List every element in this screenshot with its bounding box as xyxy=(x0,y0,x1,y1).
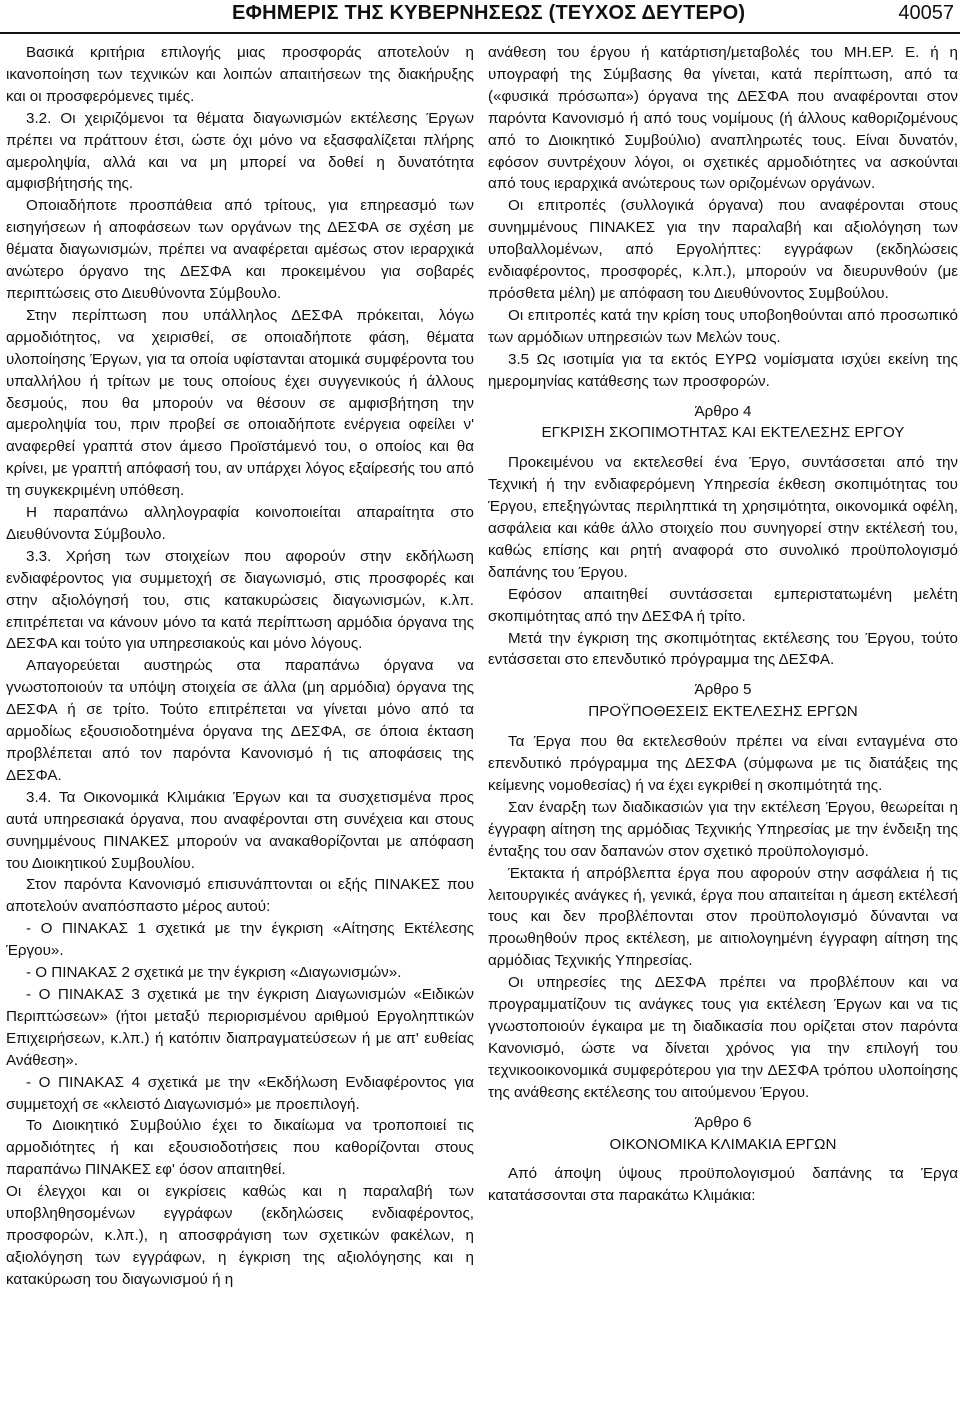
header-rule xyxy=(0,32,960,34)
paragraph: 3.2. Οι χειριζόμενοι τα θέματα διαγωνισμών εκτέλεσης Έργων πρέπει να πράττουν έτσι, ώστε όχι μόνο να εξασφαλίζεται πλήρης αμεροληψία, αλλά και να μη μπορεί να δοθεί η δυνατότητα αμφισβήτησής της. xyxy=(6,109,474,193)
paragraph: Οι επιτροπές κατά την κρίση τους υποβοηθούνται από προσωπικό των αρμόδιων υπηρεσιών των Μελών τους. xyxy=(488,306,958,346)
paragraph: Οποιαδήποτε προσπάθεια από τρίτους, για επηρεασμό των εισηγήσεων ή αποφάσεων των οργάνων της ΔΕΣΦΑ σε σχέση με θέματα διαγωνισμών, πρέπει να αναφέρεται αμέσως στον ιεραρχικά ανώτερο όργανο της ΔΕΣΦΑ και προκειμένου για σοβαρές περιπτώσεις στο Διευθύνοντα Σύμβουλο. xyxy=(6,197,474,302)
paragraph: Από άποψη ύψους προϋπολογισμού δαπάνης τα Έργα κατατάσσονται στα παρακάτω Κλιμάκια: xyxy=(488,1165,958,1205)
paragraph: Η παραπάνω αλληλογραφία κοινοποιείται απαραίτητα στο Διευθύνοντα Σύμβουλο. xyxy=(6,504,474,543)
paragraph: 3.4. Τα Οικονομικά Κλιμάκια Έργων και τα συσχετισμένα προς αυτά υπηρεσιακά όργανα, που αναφέρονται στη συνέχεια και στους συνημμένους ΠΙΝΑΚΕΣ μπορούν να ανακαθορίζονται με απόφαση του Διοικητικού Συμβουλίου. xyxy=(6,788,474,872)
left-column xyxy=(6,42,474,1291)
paragraph: Στην περίπτωση που υπάλληλος ΔΕΣΦΑ πρόκειται, λόγω αρμοδιότητος, να χειρισθεί, σε οποιαδήποτε φάση, θέματα υλοποίησης Έργων, για τα οποία υφίστανται ατομικά συμφέροντα του υπαλλήλου ή τρίτων με τους οποίους έχει συγγενικούς ή άλλους δεσμούς, που θα μπορούν να θέσουν σε αμφισβήτηση την αμεροληψία του, πριν προβεί σε οποιαδήποτε ενέργεια οφείλει ν' αναφερθεί γραπτά στον άμεσο Προϊστάμενό του, ο οποίος και θα κρίνει, με γραπτή απόφασή του, αν υπάρχει λόγος εξαίρεσής του από τη συγκεκριμένη υπόθεση. xyxy=(6,306,474,500)
paragraph: Βασικά κριτήρια επιλογής μιας προσφοράς αποτελούν η ικανοποίηση των τεχνικών και λοιπών απαιτήσεων της διακήρυξης και οι προσφερόμενες τιμές. xyxy=(6,44,474,105)
page-number: 40057 xyxy=(898,2,954,24)
paragraph: Το Διοικητικό Συμβούλιο έχει το δικαίωμα να τροποποιεί τις αρμοδιότητες ή και εξουσιοδοτήσεις που καθορίζονται στους παραπάνω ΠΙΝΑΚΕΣ εφ' όσον απαιτηθεί. xyxy=(6,1117,474,1179)
article-4-heading: Άρθρο 4 xyxy=(694,402,752,420)
paragraph: Οι επιτροπές (συλλογικά όργανα) που αναφέρονται στους συνημμένους ΠΙΝΑΚΕΣ για την παραλαβή και αξιολόγηση των υποβαλλομένων, από Εργολήπτες: εγγράφων (εκδηλώσεις ενδιαφέροντος, προσφορές, κ.λπ.), μπορούν να διευρυνθούν (με πρόσθετα μέλη) με απόφαση του Διευθύνοντος Συμβούλου. xyxy=(488,197,958,302)
paragraph: Έκτακτα ή απρόβλεπτα έργα που αφορούν στην ασφάλεια ή τις λειτουργικές ανάγκες ή, γενικά, έργα που απαιτείται η άμεση εκτέλεσή τους και δεν προβλέπονται στον προϋπολογισμό δύνανται να προωθηθούν προς εκτέλεση, με αιτιολογημένη έγγραφη αίτηση της αρμόδιας Τεχνικής Υπηρεσίας. xyxy=(488,864,958,970)
paragraph: ανάθεση του έργου ή κατάρτιση/μεταβολές του ΜΗ.ΕΡ. Ε. ή η υπογραφή της Σύμβασης θα γίνεται, κατά περίπτωση, από τα («φυσικά πρόσωπα») όργανα της ΔΕΣΦΑ που αναφέρονται στον παρόντα Κανονισμό ή από τους νομίμους (ή άλλους καθοριζομένους από το Διοικητικό Συμβούλιο) αναπληρωτές τους. Είναι δυνατόν, εφόσον συντρέχουν λόγοι, οι σχετικές αρμοδιότητες να ασκούνται από τους ιεραρχικά ανώτερους των οριζομένων οργάνων. xyxy=(488,44,958,193)
article-6-heading: Άρθρο 6 xyxy=(694,1113,752,1131)
article-4-title: ΕΓΚΡΙΣΗ ΣΚΟΠΙΜΟΤΗΤΑΣ ΚΑΙ ΕΚΤΕΛΕΣΗΣ ΕΡΓΟΥ xyxy=(541,424,905,442)
paragraph: Στον παρόντα Κανονισμό επισυνάπτονται οι εξής ΠΙΝΑΚΕΣ που αποτελούν αναπόσπαστο μέρος αυτού: xyxy=(6,876,474,916)
paragraph: Μετά την έγκριση της σκοπιμότητας εκτέλεσης του Έργου, τούτο εντάσσεται στο επενδυτικό πρόγραμμα της ΔΕΣΦΑ. xyxy=(488,629,958,669)
paragraph: 3.5 Ως ισοτιμία για τα εκτός ΕΥΡΩ νομίσματα ισχύει εκείνη της ημερομηνίας κατάθεσης των προσφορών. xyxy=(488,350,958,390)
paragraph: 3.3. Χρήση των στοιχείων που αφορούν στην εκδήλωση ενδιαφέροντος για συμμετοχή σε διαγωνισμό, στις προσφορές και στην αξιολόγησή του, στις κατακυρώσεις διαγωνισμών, κ.λπ. επιτρέπεται να κάνουν μόνο τα κατά περίπτωση αρμόδια όργανα της ΔΕΣΦΑ και τούτο για υπηρεσιακούς και μόνο λόγους. xyxy=(6,547,474,653)
list-item: - Ο ΠΙΝΑΚΑΣ 1 σχετικά με την έγκριση «Αίτησης Εκτέλεσης Έργου». xyxy=(6,920,474,960)
paragraph: Οι υπηρεσίες της ΔΕΣΦΑ πρέπει να προβλέπουν και να προγραμματίζουν τις ανάγκες τους για εκτέλεση Έργων και να τις γνωστοποιούν έγκαιρα με τη διαδικασία που ορίζεται στον παρόντα Κανονισμό, ώστε να δίνεται χρόνος για την επιλογή του τεχνικοοικονομικά συμφερότερου για την ΔΕΣΦΑ τρόπου υλοποίησης της ανάθεσης εκτέλεσης του αιτούμενου Έργου. xyxy=(488,974,958,1101)
right-column xyxy=(488,42,958,1207)
article-5-title: ΠΡΟΫΠΟΘΕΣΕΙΣ ΕΚΤΕΛΕΣΗΣ ΕΡΓΩΝ xyxy=(588,703,858,721)
article-6-title: ΟΙΚΟΝΟΜΙΚΑ ΚΛΙΜΑΚΙΑ ΕΡΓΩΝ xyxy=(609,1135,837,1153)
page-header xyxy=(0,0,960,36)
list-item: - Ο ΠΙΝΑΚΑΣ 2 σχετικά με την έγκριση «Διαγωνισμών». xyxy=(26,964,402,982)
paragraph: Απαγορεύεται αυστηρώς στα παραπάνω όργανα να γνωστοποιούν τα υπόψη στοιχεία σε άλλα (μη αρμόδια) όργανα της ΔΕΣΦΑ ή σε τρίτο. Τούτο επιτρέπεται να γίνεται μόνο από τα αρμοδίως εξουσιοδοτημένα όργανα της ΔΕΣΦΑ, σε όποια έκταση προβλέπεται από τον παρόντα Κανονισμό ή τις αποφάσεις της ΔΕΣΦΑ. xyxy=(6,657,474,784)
paragraph: Προκειμένου να εκτελεσθεί ένα Έργο, συντάσσεται από την Τεχνική ή την ενδιαφερόμενη Υπηρεσία έκθεση σκοπιμότητας του Έργου, επεξηγώντας περιληπτικά τη χρησιμότητα, οικονομικά οφέλη, ασφάλεια και κάθε άλλο στοιχείο που συνηγορεί στην εκτέλεσή του, καθώς επίσης και ρητή αναφορά στο συνολικό προϋπολογισμό δαπάνης του Έργου. xyxy=(488,454,958,581)
paragraph: Οι έλεγχοι και οι εγκρίσεις καθώς και η παραλαβή των υποβληθησομένων εγγράφων (εκδηλώσεις ενδιαφέροντος, προσφορών, κ.λπ.), η αποσφράγιση των σχετικών φακέλων, η αξιολόγηση των εγγράφων, η έγκριση της αξιολόγησης και η κατακύρωση του διαγωνισμού ή η xyxy=(6,1183,474,1288)
list-item: - Ο ΠΙΝΑΚΑΣ 4 σχετικά με την «Εκδήλωση Ενδιαφέροντος για συμμετοχή σε «κλειστό Διαγωνισμό» με προεπιλογή. xyxy=(6,1073,474,1113)
list-item: - Ο ΠΙΝΑΚΑΣ 3 σχετικά με την έγκριση Διαγωνισμών «Ειδικών Περιπτώσεων» (ήτοι μεταξύ περιορισμένου αριθμού Εργοληπτικών Επιχειρήσεων, κ.λπ.) ή κατόπιν διαπραγματεύσεων ή με απ' ευθείας Ανάθεση». xyxy=(6,985,474,1069)
gazette-title: ΕΦΗΜΕΡΙΣ ΤΗΣ ΚΥΒΕΡΝΗΣΕΩΣ (ΤΕΥΧΟΣ ΔΕΥΤΕΡΟ) xyxy=(232,2,746,24)
article-5-heading: Άρθρο 5 xyxy=(694,681,752,699)
paragraph: Εφόσον απαιτηθεί συντάσσεται εμπεριστατωμένη μελέτη σκοπιμότητας από την ΔΕΣΦΑ ή τρίτο. xyxy=(488,585,958,625)
paragraph: Τα Έργα που θα εκτελεσθούν πρέπει να είναι ενταγμένα στο επενδυτικό πρόγραμμα της ΔΕΣΦΑ (σύμφωνα με τις διατάξεις της κείμενης νομοθεσίας) ή να έχει εγκριθεί η σκοπιμότητά της. xyxy=(488,733,958,794)
paragraph: Σαν έναρξη των διαδικασιών για την εκτέλεση Έργου, θεωρείται η έγγραφη αίτηση της αρμόδιας Τεχνικής Υπηρεσίας με την ένδειξη της ένταξης του σαν δαπανών στον σχετικό προϋπολογισμό. xyxy=(488,798,958,860)
